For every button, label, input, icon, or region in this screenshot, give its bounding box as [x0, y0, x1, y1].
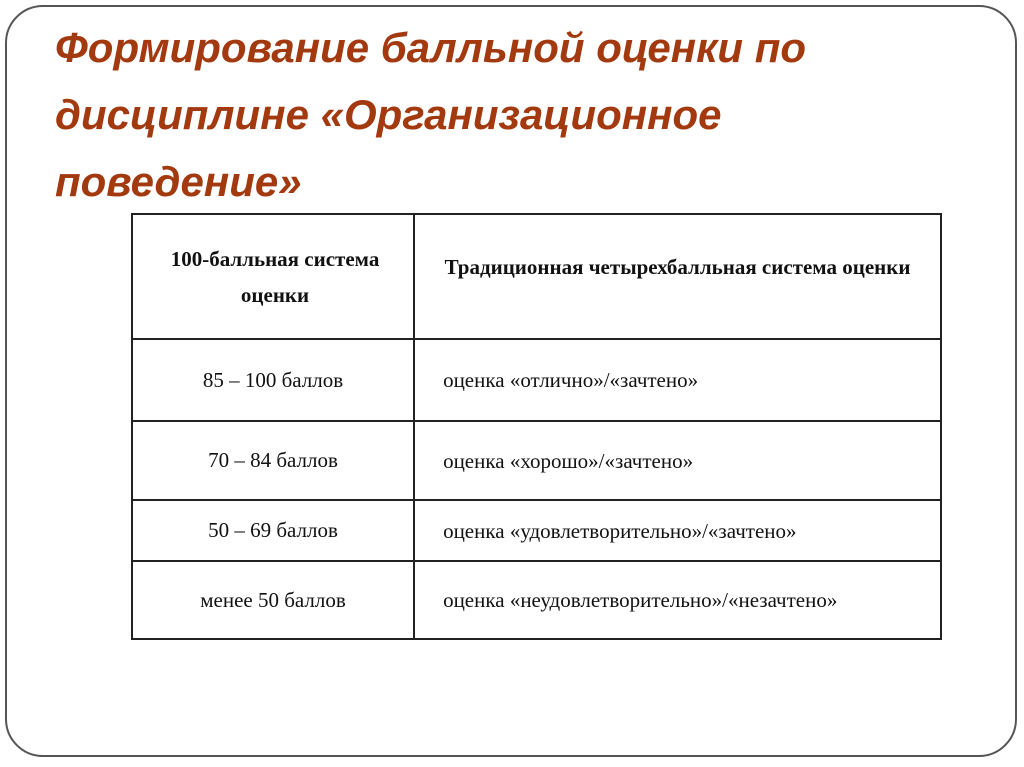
score-range: менее 50 баллов [132, 561, 414, 639]
grade: оценка «отлично»/«зачтено» [414, 339, 941, 421]
header-text: 100-балльная система оценки [170, 246, 380, 307]
grading-table [131, 213, 942, 640]
slide-title: Формирование балльной оценки по дисциплине «Организационное поведение» [55, 24, 807, 205]
header-100-point [132, 214, 414, 339]
table-row [132, 500, 941, 561]
grade: оценка «удовлетворительно»/«зачтено» [414, 500, 941, 561]
table-header-row [132, 214, 941, 339]
header-text: Традиционная четырехбалльная система оценки [444, 254, 911, 279]
score-range: 50 – 69 баллов [132, 500, 414, 561]
score-range: 70 – 84 баллов [132, 421, 414, 500]
table-row [132, 561, 941, 639]
grade: оценка «неудовлетворительно»/«незачтено» [414, 561, 941, 639]
grade: оценка «хорошо»/«зачтено» [414, 421, 941, 500]
header-four-point [414, 214, 941, 339]
score-range: 85 – 100 баллов [132, 339, 414, 421]
table-row [132, 421, 941, 500]
table-row [132, 339, 941, 421]
